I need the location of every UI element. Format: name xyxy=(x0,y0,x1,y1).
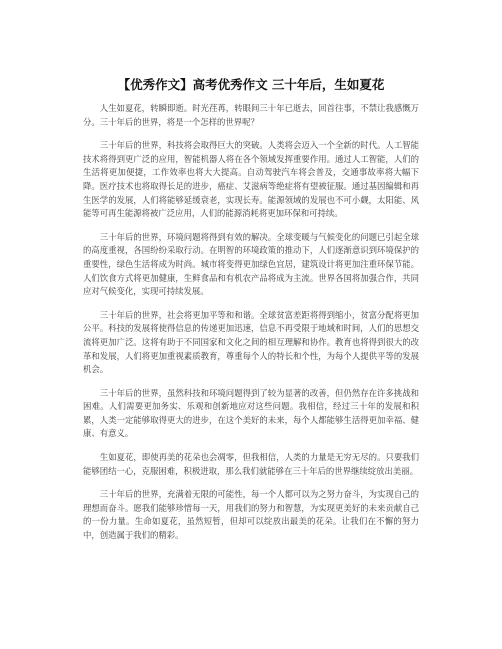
paragraph-environment: 三十年后的世界，环境问题将得到有效的解决。全球变暖与气候变化的问题已引起全球的高度重视，各国纷纷采取行动。在明智的环境政策的推动下，人们逐渐意识到环境保护的重要性，绿色生活将成为时尚。城市将变得更加绿色宜居，建筑设计将更加注重环保节能。人们饮食方式将更加健康，生鲜食品和有机农产品将成为主流。世界各国将加强合作，共同应对气候变化，实现可持续发展。 xyxy=(83,231,419,297)
paragraph-conclusion: 三十年后的世界，充满着无限的可能性，每一个人都可以为之努力奋斗，为实现自己的理想而奋斗。愿我们能够珍惜每一天，用我们的努力和智慧，为实现更美好的未来贡献自己的一份力量。生命如夏花，虽然短暂，但却可以绽放出最美的花朵。让我们在不懈的努力中，创造属于我们的精彩。 xyxy=(83,489,419,541)
paragraph-technology: 三十年后的世界，科技将会取得巨大的突破。人类将会迈入一个全新的时代。人工智能技术将得到更广泛的应用，智能机器人将在各个领域发挥重要作用。通过人工智能，人们的生活将更加便捷，工作效率也将大大提高。自动驾驶汽车将会普及，交通事故率将大幅下降。医疗技术也将取得长足的进步，癌症、艾滋病等绝症将有望被征服。通过基因编辑和再生医学的发展，人们将能够延缓衰老，实现长寿。能源领域的发展也不可小觑，太阳能、风能等可再生能源将被广泛应用，人们的能源消耗将更加环保和可持续。 xyxy=(83,140,419,219)
document-title: 【优秀作文】高考优秀作文 三十年后，生如夏花 xyxy=(117,77,385,92)
paragraph-challenges: 三十年后的世界，虽然科技和环境问题得到了较为显著的改善，但仍然存在许多挑战和困难。人们需要更加务实、乐观和创新地应对这些问题。我相信，经过三十年的发展和积累，人类一定能够取得更大的进步，在这个美好的未来，每个人都能够生活得更加幸福、健康、有意义。 xyxy=(83,387,419,439)
paragraph-summer-flowers: 生如夏花，即使再美的花朵也会凋零，但我相信，人类的力量是无穷无尽的。只要我们能够团结一心，克服困难，积极进取，那么我们就能够在三十年后的世界继续绽放出美丽。 xyxy=(83,452,419,476)
paragraph-society: 三十年后的世界，社会将更加平等和和谐。全球贫富差距将得到缩小，贫富分配将更加公平。科技的发展将使得信息的传递更加迅速，信息不再受限于地域和时间，人们的思想交流将更加广泛。这将有助于不同国家和文化之间的相互理解和协作。教育也将得到很大的改革和发展，人们将更加重视素质教育，尊重每个人的特长和个性，为每个人提供平等的发展机会。 xyxy=(83,309,419,375)
paragraph-intro: 人生如夏花，转瞬即逝。时光荏苒，转眼间三十年已逝去，回首往事，不禁让我感慨万分。三十年后的世界，将是一个怎样的世界呢？ xyxy=(83,103,419,127)
document-body xyxy=(83,102,419,553)
